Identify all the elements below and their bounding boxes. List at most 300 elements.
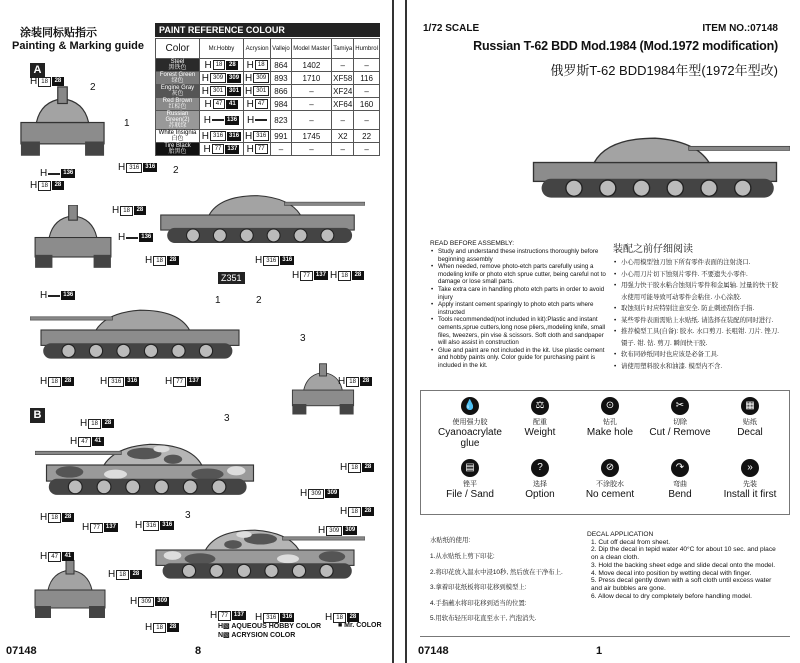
- paint-callout: [100, 376, 139, 387]
- paint-callout: [40, 512, 74, 523]
- aqueous-code: 47: [213, 99, 226, 109]
- paint-callout: [255, 255, 294, 266]
- list-item: • 推荐模型工具(自备): 胶水. 水口剪刀. 长咀钳. 刀片. 锉刀. 镊子. 钳. 钻. 剪刀. 瞬间快干胶.: [613, 326, 783, 349]
- aqueous-code: 18: [348, 507, 361, 517]
- hobby-code: H 301 301: [201, 85, 240, 97]
- paint-callout: [70, 436, 104, 447]
- model-master-cell: 1710: [291, 72, 332, 85]
- paint-callout: [118, 232, 153, 243]
- humbrol-cell: 116: [354, 72, 380, 85]
- symbol-label-cn: 先装: [743, 481, 757, 488]
- camo-tank-front-view: [30, 560, 110, 620]
- section-heading: READ BEFORE ASSEMBLY:: [430, 240, 515, 247]
- mr-color-code: 137: [188, 378, 199, 384]
- list-item: • 软布同砂纸同时也应该是必备工具.: [613, 349, 783, 361]
- paint-callout: [145, 622, 179, 633]
- scale-label: 1/72 SCALE: [423, 23, 480, 34]
- vallejo-cell: 991: [271, 130, 291, 143]
- paint-callout: [40, 376, 74, 387]
- symbol-label-cn: 使用强力胶: [452, 419, 488, 426]
- aqueous-code: 18: [338, 271, 351, 281]
- hobby-prefix: H: [338, 376, 346, 387]
- symbol-weight: [504, 397, 576, 438]
- aqueous-code: 316: [143, 521, 159, 531]
- hobby-prefix: H: [340, 506, 348, 517]
- tank-rear-view: [28, 205, 118, 270]
- hobby-prefix: H: [80, 418, 88, 429]
- table-row: [156, 98, 380, 111]
- decal-steps: [587, 539, 783, 601]
- symbol-install-first: [714, 459, 786, 500]
- mr-color-code: 309: [157, 598, 168, 604]
- table-row: [156, 72, 380, 85]
- acrysion-code-wrap: H 309: [244, 73, 271, 84]
- aqueous-code: 18: [116, 570, 129, 580]
- decal-step-cn: 5.用软布轻压印花直至水干, 汽泡消失.: [430, 615, 537, 622]
- mr-color-code: 137: [105, 524, 116, 530]
- list-item: • 取蚀刻片时应特别注意安全. 防止刺迹刮伤手指.: [613, 303, 783, 315]
- camo-tank-side-right: [145, 510, 365, 590]
- symbol-bend: [644, 459, 716, 500]
- acrysion-code-wrap: H 301: [244, 86, 271, 97]
- hobby-prefix: H: [108, 569, 116, 580]
- color-name-cn: 绿色: [171, 78, 184, 84]
- acrysion-code: 309: [253, 73, 269, 83]
- list-item: • 用强力快干胶水粘合蚀刻片零件和金属轴. 过量的快干胶水使用可能导致可动零件会粘住. 小心涂胶.: [613, 280, 783, 303]
- mr-color-code: 136: [63, 170, 74, 176]
- mr-color-code: 28: [52, 77, 64, 86]
- table-row: [156, 143, 380, 156]
- acrysion-cell: [243, 59, 271, 72]
- aqueous-code: 77: [212, 144, 225, 154]
- col-header: Model Master: [291, 39, 332, 59]
- no-cement-icon: ⊘: [601, 459, 619, 477]
- guide-title-en: Painting & Marking guide: [12, 40, 145, 52]
- paint-callout: [130, 596, 169, 607]
- symbol-label-en: Make hole: [586, 427, 634, 438]
- tamiya-cell: –: [332, 143, 354, 156]
- color-swatch: [156, 85, 200, 98]
- list-item: • 某些零件表面需贴上水贴纸. 请选择在装配的同时进行.: [613, 315, 783, 327]
- acrysion-cell: [243, 130, 271, 143]
- paint-callout: [338, 376, 372, 387]
- color-name: Forest Green: [159, 72, 196, 78]
- decal-step-cn: 3.拿着印花纸板将印花移到模型上:: [430, 584, 527, 591]
- aqueous-code: [212, 119, 224, 121]
- hobby-prefix: H: [210, 610, 218, 621]
- right-page-number: 1: [596, 645, 603, 657]
- model-master-cell: –: [291, 98, 332, 111]
- divider: [420, 636, 790, 637]
- paint-callout: [165, 376, 201, 387]
- mr-color-code: 136: [63, 292, 74, 298]
- color-swatch: [156, 72, 200, 85]
- symbol-decal: [714, 397, 786, 438]
- aqueous-code: 309: [326, 526, 342, 536]
- acrysion-cell: [243, 143, 271, 156]
- acrysion-code: 301: [253, 86, 269, 96]
- model-master-cell: –: [291, 143, 332, 156]
- mr-color-code: 28: [130, 570, 142, 579]
- mr-color-code: 41: [226, 100, 238, 109]
- decal-step: 3. Hold the backing sheet edge and slide decal onto the model.: [591, 561, 776, 569]
- aqueous-code: 18: [120, 206, 133, 216]
- mr-hobby-cell: [200, 59, 244, 72]
- model-master-cell: 1745: [291, 130, 332, 143]
- symbol-label-cn: 切除: [673, 419, 687, 426]
- hobby-prefix: H: [40, 290, 48, 301]
- mr-color-code: 28: [62, 377, 74, 386]
- scheme-b-label: B: [30, 408, 45, 423]
- aqueous-code: 18: [153, 623, 166, 633]
- acrysion-code: 18: [255, 60, 268, 70]
- marker-3: 3: [185, 510, 191, 521]
- mr-hobby-cell: [200, 111, 244, 130]
- glue-drop-icon: 💧: [461, 397, 479, 415]
- marker-3: 3: [300, 333, 306, 344]
- table-row: [156, 111, 380, 130]
- scheme-a-label: A: [30, 63, 45, 78]
- hobby-code: H 316 316: [201, 130, 240, 142]
- color-name: Engine Gray: [160, 85, 195, 91]
- mr-color-code: 316: [127, 378, 138, 384]
- humbrol-cell: –: [354, 143, 380, 156]
- aqueous-code: 47: [78, 437, 91, 447]
- symbol-label-en: Cyanoacrylate glue: [438, 427, 502, 449]
- col-header: Humbrol: [354, 39, 380, 59]
- aqueous-code: 77: [173, 377, 186, 387]
- color-name-cn: 红棕色: [168, 104, 187, 110]
- paint-callout: [330, 270, 364, 281]
- acrysion-code-wrap: H: [244, 115, 271, 126]
- color-name: Russian Green(2): [165, 111, 190, 123]
- symbol-label-en: Option: [525, 489, 555, 500]
- decal-step-cn: 1.从水贴纸上剪下印花:: [430, 553, 495, 560]
- hobby-prefix: H: [100, 376, 108, 387]
- paint-callout: [145, 255, 179, 266]
- list-item: • Apply instant cement sparingly to photo etch parts where instructed: [430, 301, 610, 316]
- table-header-row: [156, 39, 380, 59]
- aqueous-code: 18: [348, 463, 361, 473]
- paint-callout: [135, 520, 174, 531]
- symbol-label-en: Bend: [668, 489, 692, 500]
- aqueous-code: 301: [210, 86, 226, 96]
- symbol-label-cn: 钻孔: [603, 419, 617, 426]
- hobby-prefix: H: [82, 522, 90, 533]
- assembly-notes-list: [430, 248, 610, 370]
- aqueous-code: 316: [126, 163, 142, 173]
- tank-three-quarter-view: [288, 355, 358, 425]
- acrysion-cell: [243, 85, 271, 98]
- hobby-prefix: H: [318, 525, 326, 536]
- acrysion-code: 77: [255, 144, 268, 154]
- decal-step-cn: 4.手指蘸水将印花移到适当的位置:: [430, 599, 527, 607]
- tamiya-cell: XF58: [333, 73, 353, 83]
- list-item: • Tools recommended(not included in kit):Plastic and instant cements,sprue cutters,long nose pliers,,modeling knife, small files, tweezers, pin vise & scissors. Soft cloth and sandpaper will also assist in construction: [430, 316, 610, 346]
- symbol-no-cement: [574, 459, 646, 500]
- mr-color-code: 28: [52, 181, 64, 190]
- mr-color-code: 137: [227, 145, 238, 152]
- mr-color-code: 28: [134, 206, 146, 215]
- aqueous-code: 47: [48, 552, 61, 562]
- mr-color-code: 28: [167, 256, 179, 265]
- marker-2: 2: [173, 165, 179, 176]
- symbol-question: [504, 459, 576, 500]
- symbol-label-cn: 选择: [533, 481, 547, 488]
- decal-application-cn: [430, 535, 590, 627]
- hobby-prefix: H: [292, 270, 300, 281]
- color-swatch: [156, 130, 200, 143]
- hobby-prefix: H: [135, 520, 143, 531]
- humbrol-cell: –: [354, 59, 380, 72]
- list-item: • Study and understand these instructions thoroughly before beginning assembly: [430, 248, 610, 263]
- mr-hobby-cell: [200, 85, 244, 98]
- paint-callout: [112, 205, 146, 216]
- section-heading: DECAL APPLICATION: [587, 531, 654, 538]
- mr-color-code: 28: [62, 513, 74, 522]
- read-before-assembly-en: [430, 240, 610, 370]
- mr-color-code: 137: [233, 612, 244, 618]
- mr-color-code: 28: [167, 623, 179, 632]
- mr-hobby-cell: [200, 98, 244, 111]
- mr-color-code: 136: [141, 234, 152, 240]
- paint-callout: [210, 610, 246, 621]
- bend-icon: ↷: [671, 459, 689, 477]
- mr-color-code: 41: [62, 552, 74, 561]
- humbrol-cell: 160: [354, 98, 380, 111]
- paint-callout: [300, 488, 339, 499]
- color-name-cn: 灰色: [171, 91, 184, 97]
- hobby-prefix: H: [145, 622, 153, 633]
- file-icon: ▤: [461, 459, 479, 477]
- mr-color-code: 316: [282, 257, 293, 263]
- table-row: [156, 59, 380, 72]
- hobby-prefix: H: [300, 488, 308, 499]
- hobby-prefix: H: [30, 180, 38, 191]
- acrysion-code: [255, 119, 267, 121]
- hobby-code: H 309 309: [201, 72, 240, 84]
- humbrol-cell: 22: [354, 130, 380, 143]
- color-name: Red Brown: [162, 98, 193, 104]
- weight-icon: ⚖: [531, 397, 549, 415]
- paint-table-title: PAINT REFERENCE COLOUR: [155, 23, 380, 37]
- aqueous-code-empty: [48, 295, 60, 297]
- paint-callout: [318, 525, 357, 536]
- decal-application-en: [587, 531, 783, 600]
- paint-callout: [340, 506, 374, 517]
- mr-color-code: 301: [229, 87, 240, 94]
- legend-mr-color: ■ Mr. COLOR: [338, 622, 382, 629]
- paint-callout: [108, 569, 142, 580]
- col-header: Color: [156, 39, 200, 59]
- paint-reference-table: [155, 38, 380, 156]
- aqueous-code: 18: [38, 181, 51, 191]
- mr-color-code: 316: [229, 132, 240, 139]
- list-item: • 小心用刀片切下蚀刻片零件. 不要遗失小零件.: [613, 269, 783, 281]
- aqueous-code: 18: [333, 613, 346, 623]
- color-name: White Insignia: [158, 130, 197, 136]
- decal-step: 4. Move decal into position by wetting decal with finger.: [591, 569, 752, 577]
- acrysion-code-wrap: H 316: [244, 131, 271, 142]
- hobby-prefix: H: [325, 612, 333, 623]
- mr-color-code: 309: [327, 490, 338, 496]
- paint-callout: [30, 76, 64, 87]
- tamiya-cell: XF24: [333, 86, 353, 96]
- mr-color-code: 316: [162, 522, 173, 528]
- color-swatch: [156, 98, 200, 111]
- marker-2: 2: [256, 295, 262, 306]
- hobby-prefix: H: [255, 612, 263, 623]
- hobby-code: H 47 41: [200, 99, 243, 110]
- section-heading-cn: 水贴纸的使用:: [430, 537, 471, 544]
- hobby-code: H 18 28: [200, 60, 243, 71]
- acrysion-code-wrap: H 77: [244, 144, 271, 155]
- symbol-label-cn: 不涂胶水: [596, 481, 624, 488]
- list-item: • 小心用模型蚀刀蚀下所有零件表面的注射浇口.: [613, 257, 783, 269]
- paint-callout: [118, 162, 157, 173]
- aqueous-code: 18: [38, 77, 51, 87]
- hobby-prefix: H: [30, 76, 38, 87]
- acrysion-cell: [243, 98, 271, 111]
- mr-color-code: 309: [229, 74, 240, 81]
- aqueous-code: 309: [210, 73, 226, 83]
- mr-color-code: 137: [315, 272, 326, 278]
- aqueous-code-empty: [48, 173, 60, 175]
- right-page-code: 07148: [418, 645, 449, 657]
- model-master-cell: –: [291, 111, 332, 130]
- symbol-label-en: Install it first: [723, 489, 777, 500]
- aqueous-code: 18: [213, 60, 226, 70]
- mr-hobby-cell: [200, 143, 244, 156]
- color-name: Steel: [170, 59, 185, 65]
- col-header: Acrysion: [243, 39, 271, 59]
- aqueous-code: 316: [263, 613, 279, 623]
- legend-aqueous: H▧ AQUEOUS HOBBY COLOR: [218, 623, 322, 630]
- aqueous-code: 18: [88, 419, 101, 429]
- decal-icon: ▦: [741, 397, 759, 415]
- aqueous-code: 18: [48, 377, 61, 387]
- left-page-code: 07148: [6, 645, 37, 657]
- color-swatch: [156, 111, 200, 130]
- humbrol-cell: –: [354, 111, 380, 130]
- symbol-glue-drop: [434, 397, 506, 449]
- symbol-label-cn: 配重: [533, 419, 547, 426]
- aqueous-code: 316: [108, 377, 124, 387]
- aqueous-code: 77: [218, 611, 231, 621]
- vallejo-cell: –: [271, 143, 291, 156]
- list-item: • Glue and paint are not included in the kit. Use plastic cement and hobby paints only. Color guide for purchasing paint is included in the kit.: [430, 347, 610, 370]
- paint-callout: [82, 522, 118, 533]
- acrysion-code: 316: [253, 131, 269, 141]
- symbol-label-cn: 弯曲: [673, 481, 687, 488]
- symbol-label-en: No cement: [585, 489, 635, 500]
- hobby-code: H 77 137: [203, 143, 238, 155]
- color-name-cn: 苏联绿: [168, 123, 187, 129]
- hobby-prefix: H: [255, 255, 263, 266]
- tamiya-cell: X2: [332, 130, 354, 143]
- paint-callout: [30, 180, 64, 191]
- hobby-prefix: H: [112, 205, 120, 216]
- symbol-label-en: File / Sand: [446, 489, 494, 500]
- page-divider: [405, 0, 407, 663]
- decal-step: 5. Press decal gently down with a soft cloth until excess water and air bubbles are gone.: [591, 577, 772, 592]
- symbol-label-cn: 贴纸: [743, 419, 757, 426]
- symbol-label-en: Cut / Remove: [649, 427, 711, 438]
- aqueous-code: 316: [210, 131, 226, 141]
- aqueous-code: 309: [308, 489, 324, 499]
- col-header: Vallejo: [271, 39, 291, 59]
- hobby-prefix: H: [40, 512, 48, 523]
- color-name-cn: 白色: [171, 136, 184, 142]
- col-header: Mr.Hobby: [200, 39, 244, 59]
- marker-1: 1: [215, 295, 221, 306]
- symbol-label-en: Decal: [737, 427, 763, 438]
- decal-step: 1. Cut off decal from sheet.: [591, 538, 671, 546]
- acrysion-code: 47: [255, 99, 268, 109]
- mr-color-code: 316: [282, 614, 293, 620]
- guide-title-cn: 涂装同标贴指示: [20, 27, 97, 39]
- hobby-prefix: H: [340, 462, 348, 473]
- assembly-notes-list-cn: [613, 257, 783, 372]
- mr-color-code: 28: [362, 463, 374, 472]
- list-item: • Take extra care in handling photo etch parts in order to avoid injury: [430, 286, 610, 301]
- acrysion-code-wrap: H 18: [244, 60, 271, 71]
- symbol-label-en: Weight: [524, 427, 556, 438]
- install-first-icon: »: [741, 459, 759, 477]
- aqueous-code: 316: [263, 256, 279, 266]
- symbol-label-cn: 锉平: [463, 481, 477, 488]
- vallejo-cell: 866: [271, 85, 291, 98]
- mr-color-code: 28: [360, 377, 372, 386]
- paint-callout: [40, 168, 75, 179]
- list-item: • When needed, remove photo-etch parts carefully using a modeling knife or photo etch sprue cutter, being careful not to damage or lose small parts.: [430, 263, 610, 286]
- hobby-prefix: H: [40, 376, 48, 387]
- hobby-prefix: H: [70, 436, 78, 447]
- legend-acrysion: N▧ ACRYSION COLOR: [218, 632, 296, 639]
- col-header: Tamiya: [332, 39, 354, 59]
- tamiya-cell: –: [332, 59, 354, 72]
- table-row: [156, 85, 380, 98]
- paint-callout: [340, 462, 374, 473]
- question-icon: ?: [531, 459, 549, 477]
- marker-2: 2: [90, 82, 96, 93]
- knife-icon: ✂: [671, 397, 689, 415]
- mr-color-code: 28: [362, 507, 374, 516]
- acrysion-cell: [243, 111, 271, 130]
- color-swatch: [156, 59, 200, 72]
- symbol-knife: [644, 397, 716, 438]
- hobby-prefix: H: [40, 168, 48, 179]
- mr-color-code: 41: [92, 437, 104, 446]
- mr-color-code: 309: [345, 527, 356, 533]
- left-page-number: 8: [195, 645, 202, 657]
- paint-callout: [292, 270, 328, 281]
- model-master-cell: 1402: [291, 59, 332, 72]
- vallejo-cell: 893: [271, 72, 291, 85]
- hobby-prefix: H: [118, 232, 126, 243]
- color-name: Tire Black: [164, 143, 191, 149]
- mr-color-code: 28: [352, 271, 364, 280]
- mr-color-code: 28: [347, 613, 359, 622]
- hobby-prefix: H: [165, 376, 173, 387]
- aqueous-code: 77: [90, 523, 103, 533]
- vallejo-cell: 823: [271, 111, 291, 130]
- tank-box-art: [520, 110, 790, 215]
- section-heading-cn: 装配之前仔细阅读: [613, 244, 693, 255]
- table-row: [156, 130, 380, 143]
- hobby-prefix: H: [145, 255, 153, 266]
- model-master-cell: –: [291, 85, 332, 98]
